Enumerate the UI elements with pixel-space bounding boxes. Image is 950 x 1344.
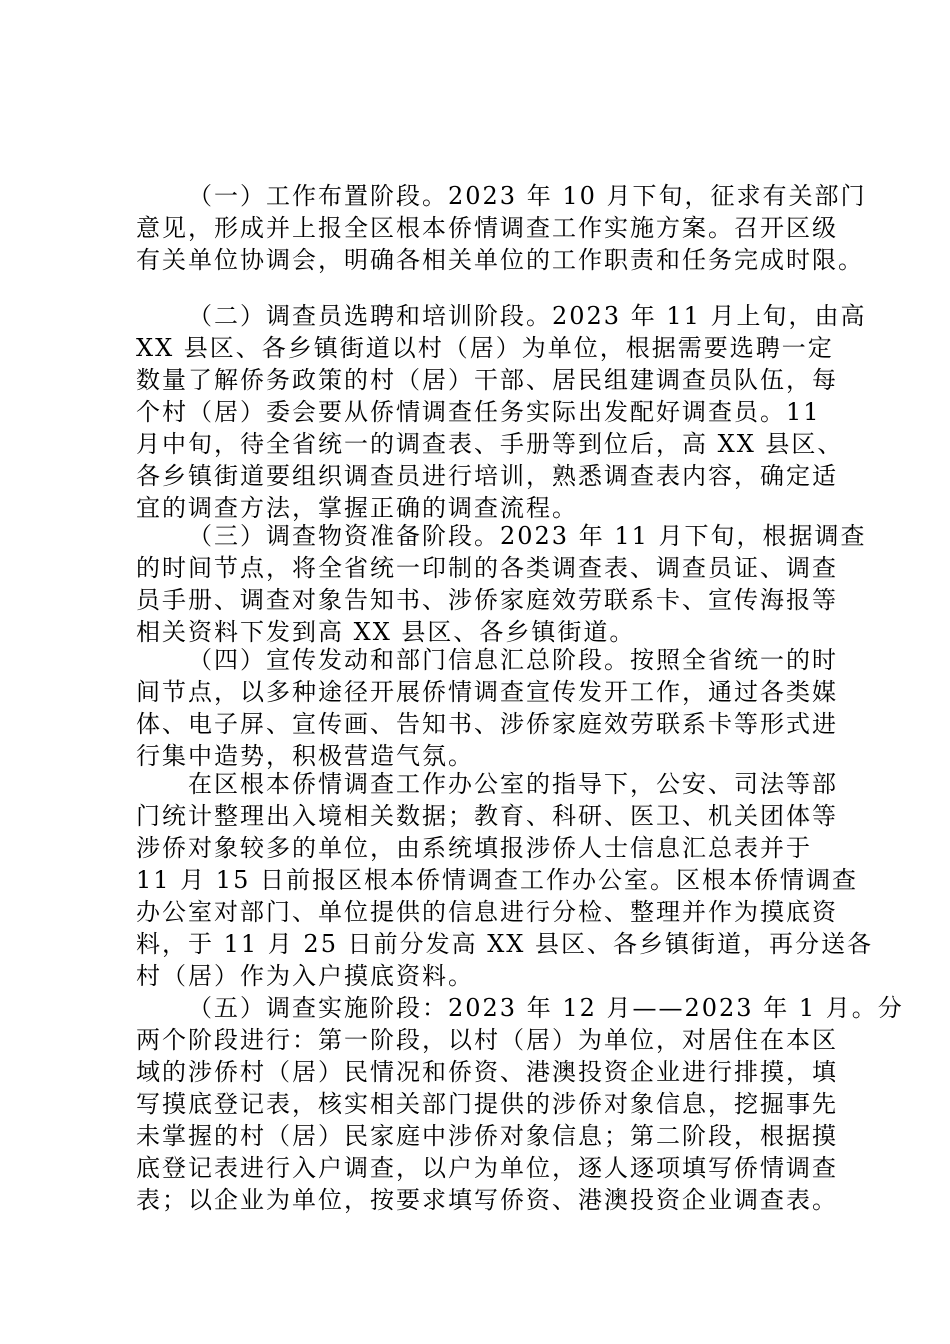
text-line: （二）调查员选聘和培训阶段。2023 年 11 月上旬，由高: [188, 302, 867, 330]
text-line: 各乡镇街道要组织调查员进行培训，熟悉调查表内容，确定适: [136, 462, 838, 490]
text-line: 底登记表进行入户调查，以户为单位，逐人逐项填写侨情调查: [136, 1154, 838, 1182]
text-line: 11 月 15 日前报区根本侨情调查工作办公室。区根本侨情调查: [136, 866, 858, 894]
text-line: 域的涉侨村（居）民情况和侨资、港澳投资企业进行排摸，填: [136, 1058, 838, 1086]
text-line: 间节点，以多种途径开展侨情调查宣传发开工作，通过各类媒: [136, 678, 838, 706]
text-line: 写摸底登记表，核实相关部门提供的涉侨对象信息，挖掘事先: [136, 1090, 838, 1118]
text-line: 宜的调查方法，掌握正确的调查流程。: [136, 494, 578, 522]
text-line: 相关资料下发到高 XX 县区、各乡镇街道。: [136, 618, 636, 646]
text-line: （五）调查实施阶段：2023 年 12 月——2023 年 1 月。分: [188, 994, 904, 1022]
text-line: （三）调查物资准备阶段。2023 年 11 月下旬，根据调查: [188, 522, 867, 550]
text-line: （四）宣传发动和部门信息汇总阶段。按照全省统一的时: [188, 646, 838, 674]
text-line: 办公室对部门、单位提供的信息进行分检、整理并作为摸底资: [136, 898, 838, 926]
text-line: 体、电子屏、宣传画、告知书、涉侨家庭效劳联系卡等形式进: [136, 710, 838, 738]
text-line: 料，于 11 月 25 日前分发高 XX 县区、各乡镇街道，再分送各: [136, 930, 874, 958]
text-line: 意见，形成并上报全区根本侨情调查工作实施方案。召开区级: [136, 214, 838, 242]
text-line: 门统计整理出入境相关数据；教育、科研、医卫、机关团体等: [136, 802, 838, 830]
text-line: XX 县区、各乡镇街道以村（居）为单位，根据需要选聘一定: [136, 334, 834, 362]
text-line: 的时间节点，将全省统一印制的各类调查表、调查员证、调查: [136, 554, 838, 582]
text-line: 有关单位协调会，明确各相关单位的工作职责和任务完成时限。: [136, 246, 864, 274]
text-line: 村（居）作为入户摸底资料。: [136, 962, 474, 990]
text-line: 在区根本侨情调查工作办公室的指导下，公安、司法等部: [188, 770, 838, 798]
text-line: 涉侨对象较多的单位，由系统填报涉侨人士信息汇总表并于: [136, 834, 812, 862]
text-line: 两个阶段进行：第一阶段，以村（居）为单位，对居住在本区: [136, 1026, 838, 1054]
text-line: （一）工作布置阶段。2023 年 10 月下旬，征求有关部门: [188, 182, 867, 210]
text-line: 月中旬，待全省统一的调查表、手册等到位后，高 XX 县区、: [136, 430, 844, 458]
text-line: 未掌握的村（居）民家庭中涉侨对象信息；第二阶段，根据摸: [136, 1122, 838, 1150]
text-line: 个村（居）委会要从侨情调查任务实际出发配好调查员。11: [136, 398, 821, 426]
text-line: 行集中造势，积极营造气氛。: [136, 742, 474, 770]
text-line: 表；以企业为单位，按要求填写侨资、港澳投资企业调查表。: [136, 1186, 838, 1214]
text-line: 员手册、调查对象告知书、涉侨家庭效劳联系卡、宣传海报等: [136, 586, 838, 614]
text-line: 数量了解侨务政策的村（居）干部、居民组建调查员队伍，每: [136, 366, 838, 394]
